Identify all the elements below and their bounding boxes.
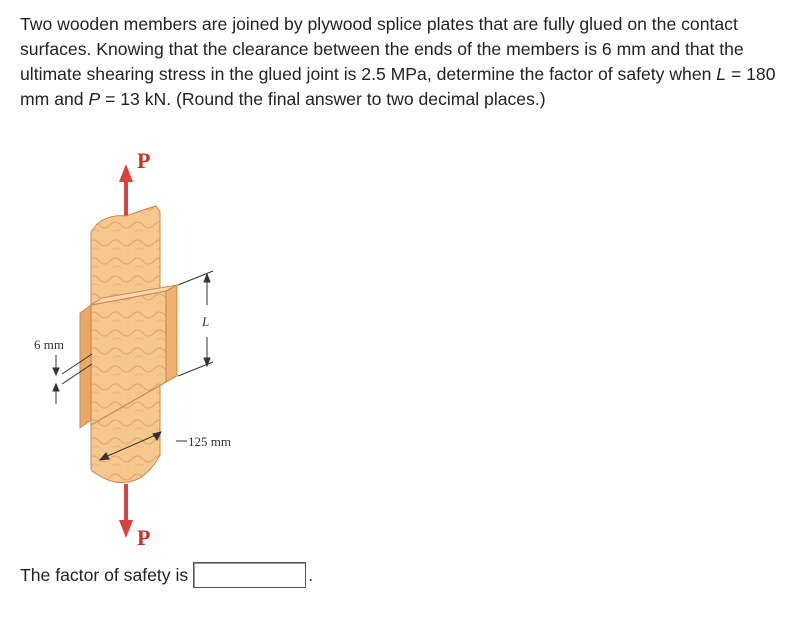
answer-prompt: The factor of safety is	[20, 564, 189, 585]
answer-suffix: .	[308, 564, 314, 585]
variable-L: L	[716, 64, 727, 84]
factor-of-safety-input[interactable]	[193, 562, 306, 588]
gap-dimension-label: 6 mm	[34, 337, 64, 352]
splice-plate-edge	[80, 305, 91, 428]
bottom-load-label: P	[137, 525, 151, 550]
bottom-load-arrow	[119, 484, 133, 538]
width-dimension-label: 125 mm	[188, 434, 231, 449]
top-load-label: P	[137, 148, 151, 173]
splice-joint-figure	[0, 140, 300, 550]
answer-row	[20, 562, 313, 588]
variable-P: P	[88, 89, 101, 109]
length-dimension-label: L	[202, 314, 210, 329]
problem-statement: Two wooden members are joined by plywood splice plates that are fully glued on the contact surfaces. Knowing that the clearance between the ends of the members is 6 mm and that the ultimate shearing stress in the glued joint is 2.5 MPa, determine the factor of safety when L = 180 mm and P = 13 kN. (Round the final answer to two decimal places.)	[20, 14, 776, 109]
